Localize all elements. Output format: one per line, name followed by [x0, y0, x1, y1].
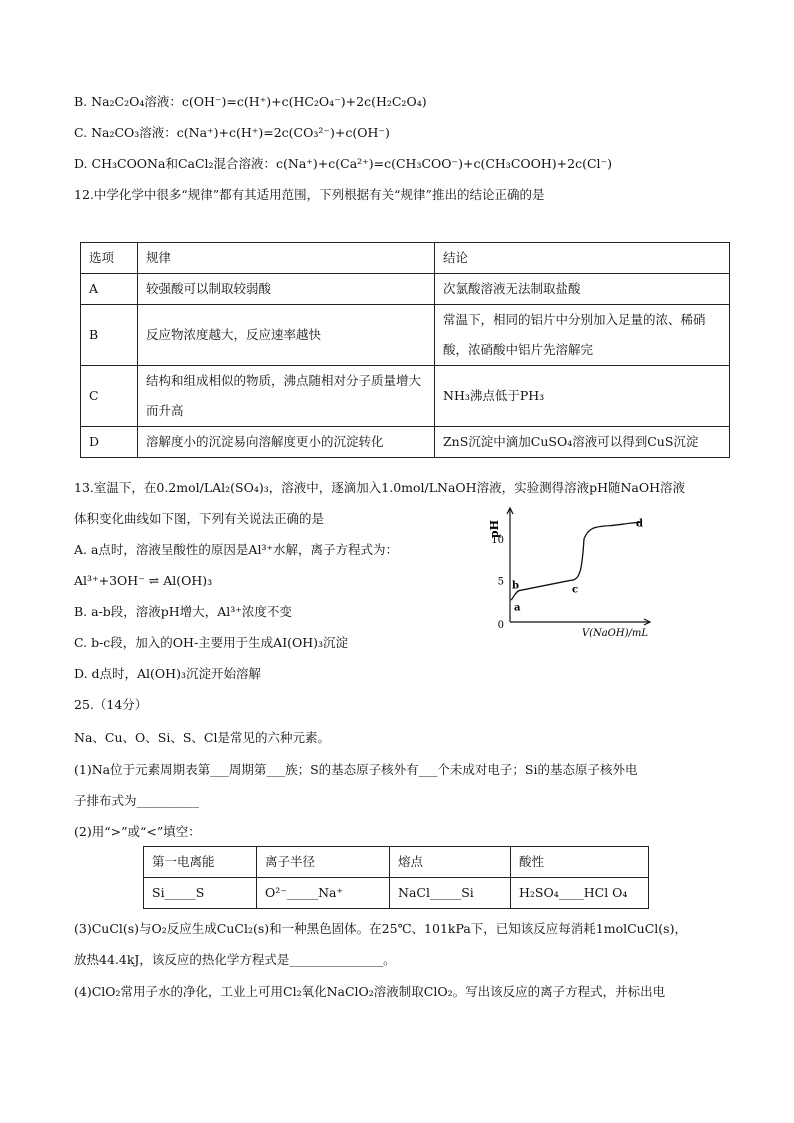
cell-option: B	[81, 305, 138, 366]
cell-option: C	[81, 366, 138, 427]
table-row	[81, 427, 730, 458]
cell-rule: 溶解度小的沉淀易向溶解度更小的沉淀转化	[138, 427, 435, 458]
cell-acidity: H₂SO₄____HCl O₄	[511, 878, 649, 909]
cell-rule: 反应物浓度越大，反应速率越快	[138, 305, 435, 366]
cell-conclusion: NH₃沸点低于PH₃	[435, 366, 730, 427]
question-25-part1-line1: (1)Na位于元素周期表第___周期第___族；S的基态原子核外有___个未成对电子；Si的基态原子核外电	[74, 762, 638, 777]
option-c-text: C. Na₂CO₃溶液：c(Na⁺)+c(H⁺)=2c(CO₃²⁻)+c(OH⁻)	[74, 125, 390, 140]
option-d-text: D. CH₃COONa和CaCl₂混合溶液：c(Na⁺)+c(Ca²⁺)=c(CH₃COO⁻)+c(CH₃COOH)+2c(Cl⁻)	[74, 156, 613, 171]
ph-titration-chart	[480, 500, 660, 640]
question-25-part3-line2: 放热44.4kJ，该反应的热化学方程式是_______________。	[74, 952, 396, 967]
question-13-option-a-equation: Al³⁺+3OH⁻ ⇌ Al(OH)₃	[74, 573, 213, 588]
question-13-option-b: B. a-b段，溶液pH增大，Al³⁺浓度不变	[74, 604, 292, 619]
table-row	[81, 274, 730, 305]
question-13-option-a: A. a点时，溶液呈酸性的原因是Al³⁺水解，离子方程式为：	[74, 542, 399, 557]
x-axis-label: V(NaOH)/mL	[581, 628, 648, 639]
cell-conclusion: 次氯酸溶液无法制取盐酸	[435, 274, 730, 305]
question-25-header: 25.（14分）	[74, 697, 148, 712]
option-b-text: B. Na₂C₂O₄溶液：c(OH⁻)=c(H⁺)+c(HC₂O₄⁻)+2c(H₂C₂O₄)	[74, 94, 427, 109]
cell-melting-point: NaCl_____Si	[390, 878, 511, 909]
question-13-stem-line2: 体积变化曲线如下图，下列有关说法正确的是	[74, 511, 325, 526]
table-row	[81, 305, 730, 366]
cell-conclusion: 常温下，相同的铝片中分别加入足量的浓、稀硝酸，浓硝酸中铝片先溶解完	[435, 305, 730, 366]
table-row	[144, 878, 649, 909]
cell-conclusion: ZnS沉淀中滴加CuSO₄溶液可以得到CuS沉淀	[435, 427, 730, 458]
header-melting-point: 熔点	[390, 847, 511, 878]
cell-ion-radius: O²⁻_____Na⁺	[257, 878, 390, 909]
y-tick-label: 10	[491, 534, 504, 546]
cell-ionization: Si_____S	[144, 878, 257, 909]
y-tick-label: 5	[497, 576, 504, 588]
point-label-a: a	[514, 602, 521, 614]
question-25-part1-line2: 子排布式为__________	[74, 793, 200, 808]
y-axis-label: pH	[488, 520, 501, 539]
cell-option: D	[81, 427, 138, 458]
rule-table	[80, 242, 730, 458]
point-label-b: b	[512, 580, 519, 592]
comparison-table	[143, 846, 649, 909]
y-tick-label: 0	[497, 620, 504, 631]
question-12-stem: 12.中学化学中很多“规律”都有其适用范围，下列根据有关“规律”推出的结论正确的是	[74, 187, 545, 202]
question-13-option-c: C. b-c段，加入的OH-主要用于生成AI(OH)₃沉淀	[74, 635, 349, 650]
question-25-part4: (4)ClO₂常用子水的净化，工业上可用Cl₂氧化NaClO₂溶液制取ClO₂。写出该反应的离子方程式，并标出电	[74, 984, 666, 999]
point-label-c: c	[572, 584, 579, 596]
question-13-option-d: D. d点时，Al(OH)₃沉淀开始溶解	[74, 666, 261, 681]
table-header-row	[144, 847, 649, 878]
cell-rule: 结构和组成相似的物质，沸点随相对分子质量增大而升高	[138, 366, 435, 427]
point-label-d: d	[636, 518, 643, 530]
cell-option: A	[81, 274, 138, 305]
question-25-intro: Na、Cu、O、Si、S、Cl是常见的六种元素。	[74, 730, 330, 745]
cell-rule: 较强酸可以制取较弱酸	[138, 274, 435, 305]
header-ion-radius: 离子半径	[257, 847, 390, 878]
question-13-stem-line1: 13.室温下，在0.2mol/LAl₂(SO₄)₃，溶液中，逐滴加入1.0mol/LNaOH溶液，实验测得溶液pH随NaOH溶液	[74, 480, 686, 495]
table-row	[81, 366, 730, 427]
header-option: 选项	[81, 243, 138, 274]
header-ionization: 第一电离能	[144, 847, 257, 878]
question-25-part2: (2)用“>”或“<”填空：	[74, 824, 201, 839]
header-conclusion: 结论	[435, 243, 730, 274]
header-acidity: 酸性	[511, 847, 649, 878]
table-header-row	[81, 243, 730, 274]
header-rule: 规律	[138, 243, 435, 274]
question-25-part3-line1: (3)CuCl(s)与O₂反应生成CuCl₂(s)和一种黑色固体。在25℃、101kPa下，已知该反应每消耗1molCuCl(s)，	[74, 921, 687, 936]
